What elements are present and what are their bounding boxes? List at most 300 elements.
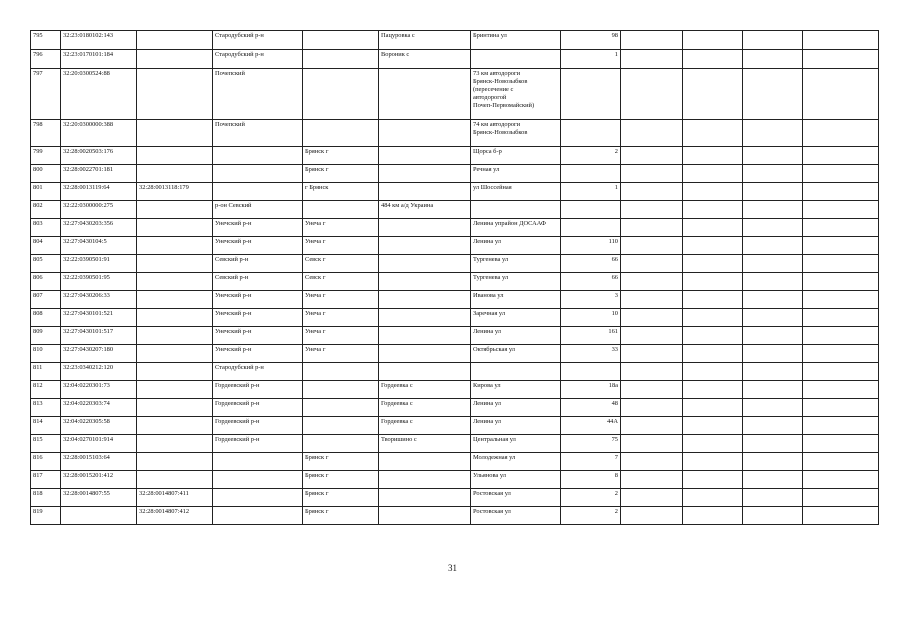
street-cell: Ленина ул (471, 417, 561, 435)
empty-cell (803, 345, 879, 363)
cadastral-number-2-cell (137, 219, 213, 237)
empty-cell (803, 183, 879, 201)
row-number-cell: 815 (31, 435, 61, 453)
empty-cell (621, 69, 683, 120)
settlement-cell (379, 363, 471, 381)
cadastral-number-2-cell (137, 255, 213, 273)
row-number-cell: 809 (31, 327, 61, 345)
row-number-cell: 807 (31, 291, 61, 309)
cadastral-number-2-cell (137, 345, 213, 363)
cadastral-number-2-cell (137, 291, 213, 309)
empty-cell (743, 453, 803, 471)
empty-cell (743, 291, 803, 309)
settlement-cell (379, 120, 471, 147)
row-number-cell: 796 (31, 50, 61, 69)
cadastral-number-cell: 32:27:0430206:33 (61, 291, 137, 309)
house-number-cell: 7 (561, 453, 621, 471)
house-number-cell: 48 (561, 399, 621, 417)
empty-cell (621, 201, 683, 219)
street-cell: 74 км автодороги Брянск-Новозыбков (471, 120, 561, 147)
empty-cell (803, 291, 879, 309)
table-row (31, 183, 879, 201)
street-cell (471, 363, 561, 381)
empty-cell (621, 50, 683, 69)
house-number-cell: 2 (561, 147, 621, 165)
district-cell: Унечский р-н (213, 345, 303, 363)
settlement-cell: 484 км а/д Украина (379, 201, 471, 219)
empty-cell (743, 31, 803, 50)
empty-cell (683, 69, 743, 120)
house-number-cell (561, 219, 621, 237)
cadastral-number-cell: 32:22:0300000:275 (61, 201, 137, 219)
street-cell: Бринтина ул (471, 31, 561, 50)
empty-cell (621, 471, 683, 489)
house-number-cell (561, 120, 621, 147)
settlement-cell (379, 273, 471, 291)
house-number-cell (561, 201, 621, 219)
settlement-cell (379, 183, 471, 201)
street-cell: Ленина ул (471, 327, 561, 345)
row-number-cell: 819 (31, 507, 61, 525)
empty-cell (683, 291, 743, 309)
house-number-cell: 66 (561, 255, 621, 273)
street-cell: Кирова ул (471, 381, 561, 399)
house-number-cell: 110 (561, 237, 621, 255)
city-cell: Севск г (303, 273, 379, 291)
cadastral-number-cell: 32:28:0015103:64 (61, 453, 137, 471)
house-number-cell: 66 (561, 273, 621, 291)
empty-cell (683, 50, 743, 69)
empty-cell (621, 255, 683, 273)
table-row (31, 399, 879, 417)
house-number-cell: 1 (561, 50, 621, 69)
empty-cell (683, 471, 743, 489)
settlement-cell (379, 453, 471, 471)
table-row (31, 120, 879, 147)
table-row (31, 255, 879, 273)
row-number-cell: 811 (31, 363, 61, 381)
street-cell: Молодежная ул (471, 453, 561, 471)
empty-cell (743, 255, 803, 273)
street-cell: Ленина ул (471, 399, 561, 417)
empty-cell (803, 507, 879, 525)
street-cell (471, 201, 561, 219)
row-number-cell: 803 (31, 219, 61, 237)
row-number-cell: 814 (31, 417, 61, 435)
empty-cell (621, 165, 683, 183)
row-number-cell: 804 (31, 237, 61, 255)
empty-cell (743, 219, 803, 237)
empty-cell (621, 453, 683, 471)
settlement-cell: Гордеевка с (379, 417, 471, 435)
empty-cell (803, 165, 879, 183)
empty-cell (743, 489, 803, 507)
empty-cell (683, 165, 743, 183)
house-number-cell: 98 (561, 31, 621, 50)
row-number-cell: 797 (31, 69, 61, 120)
empty-cell (683, 453, 743, 471)
cadastral-number-cell: 32:04:0220305:58 (61, 417, 137, 435)
settlement-cell (379, 255, 471, 273)
empty-cell (803, 273, 879, 291)
settlement-cell: Гордеевка с (379, 381, 471, 399)
cadastral-number-cell: 32:27:0430203:356 (61, 219, 137, 237)
empty-cell (803, 50, 879, 69)
district-cell: Стародубский р-н (213, 363, 303, 381)
district-cell: Гордеевский р-н (213, 435, 303, 453)
street-cell: Речная ул (471, 165, 561, 183)
city-cell: Брянск г (303, 507, 379, 525)
table-row (31, 219, 879, 237)
cadastral-number-2-cell (137, 471, 213, 489)
empty-cell (803, 201, 879, 219)
house-number-cell: 2 (561, 489, 621, 507)
cadastral-number-cell: 32:23:0180102:143 (61, 31, 137, 50)
cadastral-number-cell: 32:22:0390501:91 (61, 255, 137, 273)
empty-cell (683, 417, 743, 435)
house-number-cell: 44А (561, 417, 621, 435)
city-cell: Унеча г (303, 345, 379, 363)
street-cell: Ростовская ул (471, 507, 561, 525)
city-cell (303, 435, 379, 453)
row-number-cell: 812 (31, 381, 61, 399)
table-row (31, 147, 879, 165)
district-cell (213, 165, 303, 183)
row-number-cell: 806 (31, 273, 61, 291)
empty-cell (743, 381, 803, 399)
table-row (31, 237, 879, 255)
district-cell (213, 453, 303, 471)
district-cell: Гордеевский р-н (213, 381, 303, 399)
cadastral-number-cell: 32:27:0430101:521 (61, 309, 137, 327)
table-row (31, 31, 879, 50)
empty-cell (683, 255, 743, 273)
empty-cell (803, 69, 879, 120)
cadastral-number-2-cell: 32:28:0013118:179 (137, 183, 213, 201)
row-number-cell: 813 (31, 399, 61, 417)
house-number-cell: 75 (561, 435, 621, 453)
cadastral-number-cell: 32:28:0015201:412 (61, 471, 137, 489)
row-number-cell: 810 (31, 345, 61, 363)
city-cell: Унеча г (303, 219, 379, 237)
house-number-cell: 3 (561, 291, 621, 309)
table-row (31, 489, 879, 507)
cadastral-number-cell: 32:04:0220301:73 (61, 381, 137, 399)
empty-cell (743, 183, 803, 201)
table-row (31, 291, 879, 309)
empty-cell (743, 165, 803, 183)
empty-cell (683, 183, 743, 201)
table-row (31, 507, 879, 525)
empty-cell (743, 237, 803, 255)
settlement-cell (379, 165, 471, 183)
cadastral-number-2-cell (137, 120, 213, 147)
city-cell: Брянск г (303, 147, 379, 165)
row-number-cell: 805 (31, 255, 61, 273)
city-cell: Брянск г (303, 471, 379, 489)
street-cell (471, 50, 561, 69)
settlement-cell (379, 219, 471, 237)
row-number-cell: 798 (31, 120, 61, 147)
empty-cell (683, 507, 743, 525)
empty-cell (803, 435, 879, 453)
cadastral-number-2-cell (137, 453, 213, 471)
city-cell (303, 120, 379, 147)
empty-cell (743, 201, 803, 219)
empty-cell (683, 327, 743, 345)
table-row (31, 363, 879, 381)
empty-cell (621, 183, 683, 201)
table-row (31, 417, 879, 435)
street-cell: Заречная ул (471, 309, 561, 327)
cadastral-number-2-cell (137, 201, 213, 219)
empty-cell (683, 435, 743, 453)
table-row (31, 165, 879, 183)
empty-cell (621, 31, 683, 50)
district-cell: Унечский р-н (213, 237, 303, 255)
table-row (31, 327, 879, 345)
city-cell: Севск г (303, 255, 379, 273)
district-cell: Унечский р-н (213, 309, 303, 327)
empty-cell (621, 120, 683, 147)
district-cell: Севский р-н (213, 255, 303, 273)
cadastral-number-cell: 32:27:0430207:180 (61, 345, 137, 363)
house-number-cell: 33 (561, 345, 621, 363)
empty-cell (803, 417, 879, 435)
empty-cell (683, 345, 743, 363)
cadastral-number-2-cell (137, 273, 213, 291)
empty-cell (803, 453, 879, 471)
house-number-cell: 161 (561, 327, 621, 345)
cadastral-number-cell: 32:20:0300000:388 (61, 120, 137, 147)
empty-cell (683, 31, 743, 50)
street-cell: Иванова ул (471, 291, 561, 309)
empty-cell (743, 327, 803, 345)
district-cell: Севский р-н (213, 273, 303, 291)
table-row (31, 435, 879, 453)
table-row (31, 69, 879, 120)
cadastral-number-2-cell (137, 237, 213, 255)
district-cell (213, 507, 303, 525)
empty-cell (743, 147, 803, 165)
empty-cell (743, 309, 803, 327)
settlement-cell (379, 327, 471, 345)
cadastral-number-2-cell (137, 381, 213, 399)
empty-cell (743, 273, 803, 291)
settlement-cell: Гордеевка с (379, 399, 471, 417)
district-cell: р-он Севский (213, 201, 303, 219)
cadastral-number-2-cell (137, 31, 213, 50)
city-cell (303, 399, 379, 417)
table-row (31, 453, 879, 471)
cadastral-number-cell: 32:23:0340212:120 (61, 363, 137, 381)
district-cell: Унечский р-н (213, 219, 303, 237)
table-row (31, 50, 879, 69)
empty-cell (803, 399, 879, 417)
cadastral-number-cell: 32:20:0300524:88 (61, 69, 137, 120)
cadastral-number-cell: 32:28:0014807:55 (61, 489, 137, 507)
empty-cell (683, 219, 743, 237)
empty-cell (621, 309, 683, 327)
empty-cell (683, 273, 743, 291)
empty-cell (743, 120, 803, 147)
district-cell: Гордеевский р-н (213, 399, 303, 417)
house-number-cell: 18а (561, 381, 621, 399)
empty-cell (743, 69, 803, 120)
row-number-cell: 802 (31, 201, 61, 219)
table-row (31, 471, 879, 489)
settlement-cell (379, 69, 471, 120)
page-number: 31 (448, 563, 457, 573)
empty-cell (803, 489, 879, 507)
street-cell: Тургенева ул (471, 273, 561, 291)
empty-cell (683, 363, 743, 381)
empty-cell (803, 219, 879, 237)
row-number-cell: 801 (31, 183, 61, 201)
house-number-cell (561, 165, 621, 183)
empty-cell (803, 147, 879, 165)
city-cell (303, 417, 379, 435)
empty-cell (621, 291, 683, 309)
city-cell: Брянск г (303, 165, 379, 183)
settlement-cell: Пацуровка с (379, 31, 471, 50)
settlement-cell (379, 309, 471, 327)
city-cell: Брянск г (303, 489, 379, 507)
cadastral-number-cell: 32:28:0020503:176 (61, 147, 137, 165)
empty-cell (743, 417, 803, 435)
table-row (31, 309, 879, 327)
cadastral-number-2-cell (137, 327, 213, 345)
empty-cell (621, 489, 683, 507)
row-number-cell: 808 (31, 309, 61, 327)
settlement-cell (379, 471, 471, 489)
empty-cell (621, 273, 683, 291)
empty-cell (683, 489, 743, 507)
empty-cell (803, 255, 879, 273)
empty-cell (621, 345, 683, 363)
cadastral-number-cell: 32:23:0170101:184 (61, 50, 137, 69)
cadastral-number-cell: 32:04:0270101:914 (61, 435, 137, 453)
empty-cell (803, 471, 879, 489)
street-cell: Ленина ул (471, 237, 561, 255)
empty-cell (621, 147, 683, 165)
district-cell: Стародубский р-н (213, 50, 303, 69)
empty-cell (621, 417, 683, 435)
empty-cell (683, 381, 743, 399)
empty-cell (803, 363, 879, 381)
settlement-cell (379, 489, 471, 507)
city-cell: Унеча г (303, 291, 379, 309)
cadastral-number-2-cell (137, 417, 213, 435)
cadastral-number-2-cell (137, 363, 213, 381)
registry-table (30, 30, 879, 525)
table-row (31, 381, 879, 399)
house-number-cell: 8 (561, 471, 621, 489)
cadastral-number-cell: 32:28:0013119:64 (61, 183, 137, 201)
empty-cell (621, 219, 683, 237)
house-number-cell: 10 (561, 309, 621, 327)
district-cell: Гордеевский р-н (213, 417, 303, 435)
empty-cell (621, 327, 683, 345)
row-number-cell: 818 (31, 489, 61, 507)
empty-cell (621, 237, 683, 255)
city-cell (303, 31, 379, 50)
empty-cell (743, 471, 803, 489)
cadastral-number-2-cell (137, 69, 213, 120)
street-cell: ул Шоссейная (471, 183, 561, 201)
street-cell: Ульянова ул (471, 471, 561, 489)
district-cell: Унечский р-н (213, 327, 303, 345)
cadastral-number-cell: 32:04:0220303:74 (61, 399, 137, 417)
empty-cell (683, 237, 743, 255)
empty-cell (683, 147, 743, 165)
empty-cell (621, 399, 683, 417)
empty-cell (743, 363, 803, 381)
empty-cell (683, 120, 743, 147)
empty-cell (621, 435, 683, 453)
row-number-cell: 817 (31, 471, 61, 489)
settlement-cell (379, 345, 471, 363)
empty-cell (683, 309, 743, 327)
house-number-cell (561, 69, 621, 120)
empty-cell (743, 345, 803, 363)
settlement-cell: Творишино с (379, 435, 471, 453)
house-number-cell: 1 (561, 183, 621, 201)
street-cell: Ленина упрайон ДОСААФ (471, 219, 561, 237)
district-cell: Стародубский р-н (213, 31, 303, 50)
empty-cell (803, 381, 879, 399)
city-cell: Унеча г (303, 237, 379, 255)
district-cell: Унечский р-н (213, 291, 303, 309)
empty-cell (803, 237, 879, 255)
empty-cell (683, 399, 743, 417)
cadastral-number-cell: 32:27:0430104:5 (61, 237, 137, 255)
street-cell: Щорса б-р (471, 147, 561, 165)
district-cell (213, 147, 303, 165)
cadastral-number-2-cell (137, 399, 213, 417)
district-cell (213, 489, 303, 507)
empty-cell (803, 120, 879, 147)
city-cell (303, 69, 379, 120)
empty-cell (743, 507, 803, 525)
row-number-cell: 795 (31, 31, 61, 50)
district-cell: Почепский (213, 120, 303, 147)
cadastral-number-cell: 32:27:0430101:517 (61, 327, 137, 345)
cadastral-number-2-cell (137, 309, 213, 327)
row-number-cell: 799 (31, 147, 61, 165)
empty-cell (683, 201, 743, 219)
cadastral-number-2-cell: 32:28:0014807:412 (137, 507, 213, 525)
city-cell: Брянск г (303, 453, 379, 471)
settlement-cell: Вороник с (379, 50, 471, 69)
city-cell (303, 381, 379, 399)
city-cell (303, 363, 379, 381)
empty-cell (803, 31, 879, 50)
empty-cell (803, 309, 879, 327)
registry-table-body (31, 31, 879, 525)
city-cell (303, 50, 379, 69)
house-number-cell (561, 363, 621, 381)
cadastral-number-cell: 32:28:0022701:181 (61, 165, 137, 183)
city-cell: г Брянск (303, 183, 379, 201)
table-row (31, 201, 879, 219)
house-number-cell: 2 (561, 507, 621, 525)
city-cell: Унеча г (303, 327, 379, 345)
empty-cell (621, 381, 683, 399)
cadastral-number-cell: 32:22:0390501:95 (61, 273, 137, 291)
cadastral-number-2-cell: 32:28:0014807:411 (137, 489, 213, 507)
cadastral-number-2-cell (137, 147, 213, 165)
